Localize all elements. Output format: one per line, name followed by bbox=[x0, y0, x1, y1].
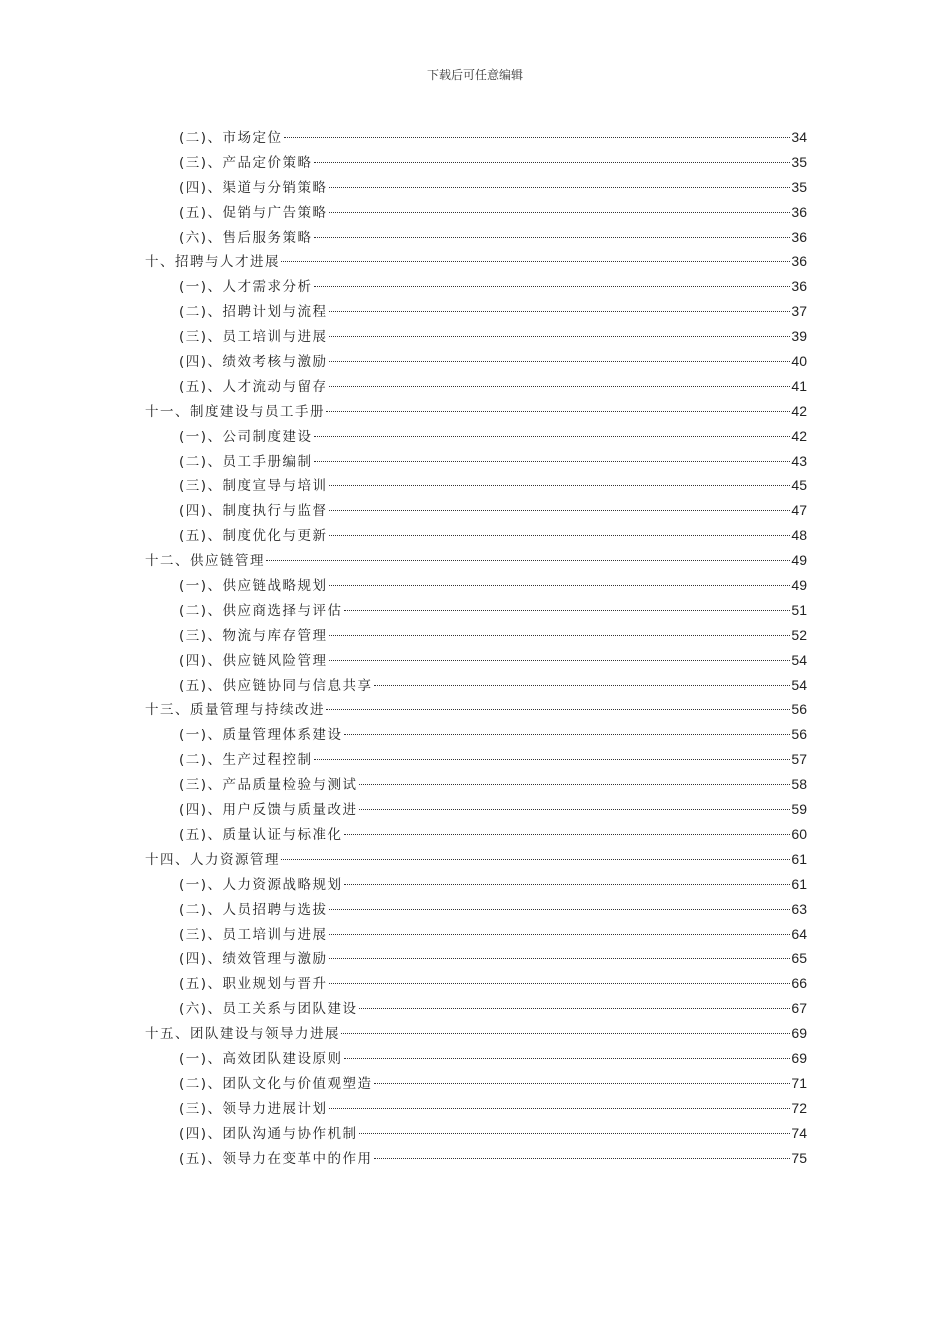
toc-entry-title: (四)、团队沟通与协作机制 bbox=[179, 1125, 358, 1142]
toc-dot-leader bbox=[374, 684, 791, 686]
toc-page-number: 42 bbox=[791, 427, 807, 444]
toc-dot-leader bbox=[314, 161, 791, 163]
toc-page-number: 72 bbox=[791, 1099, 807, 1116]
toc-page-number: 74 bbox=[791, 1124, 807, 1141]
toc-page-number: 63 bbox=[791, 900, 807, 917]
toc-dot-leader bbox=[344, 609, 791, 611]
toc-entry-title: (五)、质量认证与标准化 bbox=[179, 826, 343, 843]
toc-page-number: 59 bbox=[791, 801, 807, 818]
toc-entry-title: 十三、质量管理与持续改进 bbox=[145, 702, 325, 719]
toc-dot-leader bbox=[329, 534, 791, 536]
toc-dot-leader bbox=[326, 410, 790, 412]
toc-entry-title: (五)、职业规划与晋升 bbox=[179, 976, 328, 993]
toc-page-number: 45 bbox=[791, 477, 807, 494]
toc-page-number: 60 bbox=[791, 825, 807, 842]
toc-page-number: 61 bbox=[791, 850, 807, 867]
toc-section-entry[interactable] bbox=[145, 623, 807, 648]
toc-page-number: 56 bbox=[791, 726, 807, 743]
toc-section-entry[interactable] bbox=[145, 449, 807, 474]
toc-chapter-entry[interactable] bbox=[145, 847, 807, 872]
toc-entry-title: 十二、供应链管理 bbox=[145, 553, 265, 570]
toc-section-entry[interactable] bbox=[145, 673, 807, 698]
toc-entry-title: (二)、市场定位 bbox=[179, 130, 283, 146]
toc-dot-leader bbox=[329, 982, 791, 984]
toc-section-entry[interactable] bbox=[145, 473, 807, 498]
toc-dot-leader bbox=[314, 435, 791, 437]
toc-page-number: 36 bbox=[791, 203, 807, 220]
toc-entry-title: 十一、制度建设与员工手册 bbox=[145, 403, 325, 420]
toc-page-number: 49 bbox=[791, 577, 807, 594]
toc-section-entry[interactable] bbox=[145, 324, 807, 349]
toc-dot-leader bbox=[314, 758, 791, 760]
toc-entry-title: (五)、领导力在变革中的作用 bbox=[179, 1150, 373, 1167]
toc-dot-leader bbox=[281, 260, 790, 262]
toc-section-entry[interactable] bbox=[145, 598, 807, 623]
toc-dot-leader bbox=[329, 957, 791, 959]
toc-page-number: 51 bbox=[791, 601, 807, 618]
toc-dot-leader bbox=[329, 385, 791, 387]
toc-page-number: 56 bbox=[791, 701, 807, 718]
toc-dot-leader bbox=[329, 310, 791, 312]
toc-dot-leader bbox=[329, 1107, 791, 1109]
toc-dot-leader bbox=[341, 1032, 790, 1034]
toc-dot-leader bbox=[329, 933, 791, 935]
toc-dot-leader bbox=[344, 883, 791, 885]
toc-section-entry[interactable] bbox=[145, 1071, 807, 1096]
toc-dot-leader bbox=[329, 908, 791, 910]
toc-dot-leader bbox=[359, 1132, 791, 1134]
toc-page-number: 35 bbox=[791, 178, 807, 195]
toc-entry-title: 十四、人力资源管理 bbox=[145, 851, 280, 868]
toc-page-number: 64 bbox=[791, 925, 807, 942]
toc-dot-leader bbox=[284, 136, 791, 138]
toc-section-entry[interactable] bbox=[145, 150, 807, 175]
toc-page-number: 75 bbox=[791, 1149, 807, 1166]
toc-dot-leader bbox=[344, 1057, 791, 1059]
toc-section-entry[interactable] bbox=[145, 996, 807, 1021]
toc-entry-title: (二)、生产过程控制 bbox=[179, 752, 313, 769]
toc-entry-title: (六)、售后服务策略 bbox=[179, 229, 313, 246]
toc-entry-title: (一)、人才需求分析 bbox=[179, 279, 313, 296]
toc-section-entry[interactable] bbox=[145, 349, 807, 374]
toc-dot-leader bbox=[314, 285, 791, 287]
toc-section-entry[interactable] bbox=[145, 200, 807, 225]
toc-chapter-entry[interactable] bbox=[145, 548, 807, 573]
table-of-contents bbox=[145, 125, 807, 1170]
toc-section-entry[interactable] bbox=[145, 772, 807, 797]
toc-dot-leader bbox=[329, 335, 791, 337]
toc-dot-leader bbox=[344, 833, 791, 835]
toc-dot-leader bbox=[374, 1157, 791, 1159]
toc-section-entry[interactable] bbox=[145, 424, 807, 449]
toc-page-number: 67 bbox=[791, 1000, 807, 1017]
toc-entry-title: (四)、绩效考核与激励 bbox=[179, 354, 328, 371]
toc-section-entry[interactable] bbox=[145, 747, 807, 772]
toc-entry-title: (二)、员工手册编制 bbox=[179, 453, 313, 470]
toc-entry-title: (五)、促销与广告策略 bbox=[179, 204, 328, 221]
toc-section-entry[interactable] bbox=[145, 872, 807, 897]
toc-section-entry[interactable] bbox=[145, 274, 807, 299]
toc-section-entry[interactable] bbox=[145, 971, 807, 996]
toc-page-number: 39 bbox=[791, 328, 807, 345]
toc-section-entry[interactable] bbox=[145, 822, 807, 847]
toc-entry-title: (四)、供应链风险管理 bbox=[179, 652, 328, 669]
page-header-note: 下载后可任意编辑 bbox=[426, 68, 523, 82]
toc-page-number: 43 bbox=[791, 452, 807, 469]
toc-chapter-entry[interactable] bbox=[145, 249, 807, 274]
toc-dot-leader bbox=[326, 708, 790, 710]
toc-section-entry[interactable] bbox=[145, 523, 807, 548]
toc-entry-title: (四)、渠道与分销策略 bbox=[179, 179, 328, 196]
toc-dot-leader bbox=[329, 659, 791, 661]
toc-page-number: 65 bbox=[791, 950, 807, 967]
toc-page-number: 36 bbox=[791, 278, 807, 295]
toc-dot-leader bbox=[329, 509, 791, 511]
toc-entry-title: (三)、物流与库存管理 bbox=[179, 627, 328, 644]
toc-page-number: 35 bbox=[791, 153, 807, 170]
toc-entry-title: (五)、人才流动与留存 bbox=[179, 378, 328, 395]
toc-entry-title: (四)、制度执行与监督 bbox=[179, 503, 328, 520]
toc-page-number: 58 bbox=[791, 776, 807, 793]
toc-dot-leader bbox=[344, 733, 791, 735]
toc-page-number: 41 bbox=[791, 377, 807, 394]
toc-section-entry[interactable] bbox=[145, 897, 807, 922]
toc-page-number: 48 bbox=[791, 527, 807, 544]
toc-entry-title: (二)、招聘计划与流程 bbox=[179, 304, 328, 321]
toc-dot-leader bbox=[329, 186, 791, 188]
toc-dot-leader bbox=[329, 360, 791, 362]
toc-entry-title: (五)、制度优化与更新 bbox=[179, 528, 328, 545]
toc-dot-leader bbox=[359, 783, 791, 785]
toc-page-number: 40 bbox=[791, 353, 807, 370]
toc-entry-title: 十五、团队建设与领导力进展 bbox=[145, 1026, 340, 1043]
toc-section-entry[interactable] bbox=[145, 175, 807, 200]
toc-page-number: 66 bbox=[791, 975, 807, 992]
toc-section-entry[interactable] bbox=[145, 1121, 807, 1146]
toc-section-entry[interactable] bbox=[145, 797, 807, 822]
toc-section-entry[interactable] bbox=[145, 648, 807, 673]
toc-entry-title: (三)、员工培训与进展 bbox=[179, 329, 328, 346]
toc-section-entry[interactable] bbox=[145, 1096, 807, 1121]
toc-entry-title: (二)、团队文化与价值观塑造 bbox=[179, 1075, 373, 1092]
toc-entry-title: (二)、人员招聘与选拔 bbox=[179, 901, 328, 918]
toc-entry-title: (五)、供应链协同与信息共享 bbox=[179, 677, 373, 694]
toc-entry-title: (三)、制度宣导与培训 bbox=[179, 478, 328, 495]
toc-entry-title: (三)、产品定价策略 bbox=[179, 154, 313, 171]
toc-page-number: 42 bbox=[791, 402, 807, 419]
toc-page-number: 54 bbox=[791, 676, 807, 693]
toc-dot-leader bbox=[329, 584, 791, 586]
toc-page-number: 34 bbox=[791, 129, 807, 145]
toc-section-entry[interactable] bbox=[145, 1146, 807, 1171]
toc-entry-title: (四)、用户反馈与质量改进 bbox=[179, 802, 358, 819]
toc-dot-leader bbox=[281, 858, 790, 860]
toc-dot-leader bbox=[359, 808, 791, 810]
toc-entry-title: (四)、绩效管理与激励 bbox=[179, 951, 328, 968]
toc-dot-leader bbox=[374, 1082, 791, 1084]
toc-page-number: 54 bbox=[791, 651, 807, 668]
toc-page-number: 69 bbox=[791, 1025, 807, 1042]
toc-section-entry[interactable] bbox=[145, 1046, 807, 1071]
toc-dot-leader bbox=[329, 484, 791, 486]
toc-section-entry[interactable] bbox=[145, 125, 807, 150]
toc-entry-title: (一)、供应链战略规划 bbox=[179, 578, 328, 595]
toc-section-entry[interactable] bbox=[145, 374, 807, 399]
toc-entry-title: (一)、质量管理体系建设 bbox=[179, 727, 343, 744]
toc-entry-title: (三)、领导力进展计划 bbox=[179, 1100, 328, 1117]
toc-page-number: 61 bbox=[791, 875, 807, 892]
toc-entry-title: (三)、产品质量检验与测试 bbox=[179, 777, 358, 794]
toc-section-entry[interactable] bbox=[145, 225, 807, 250]
toc-dot-leader bbox=[314, 236, 791, 238]
toc-entry-title: (六)、员工关系与团队建设 bbox=[179, 1001, 358, 1018]
toc-page-number: 49 bbox=[791, 552, 807, 569]
toc-entry-title: (一)、公司制度建设 bbox=[179, 428, 313, 445]
toc-page-number: 57 bbox=[791, 751, 807, 768]
toc-chapter-entry[interactable] bbox=[145, 1021, 807, 1046]
toc-dot-leader bbox=[314, 460, 791, 462]
toc-entry-title: 十、招聘与人才进展 bbox=[145, 254, 280, 271]
toc-entry-title: (一)、高效团队建设原则 bbox=[179, 1050, 343, 1067]
toc-entry-title: (三)、员工培训与进展 bbox=[179, 926, 328, 943]
toc-page-number: 69 bbox=[791, 1049, 807, 1066]
toc-page-number: 71 bbox=[791, 1074, 807, 1091]
toc-section-entry[interactable] bbox=[145, 299, 807, 324]
toc-page-number: 36 bbox=[791, 253, 807, 270]
toc-dot-leader bbox=[329, 634, 791, 636]
toc-page-number: 47 bbox=[791, 502, 807, 519]
toc-dot-leader bbox=[329, 211, 791, 213]
toc-page-number: 52 bbox=[791, 626, 807, 643]
toc-chapter-entry[interactable] bbox=[145, 399, 807, 424]
toc-chapter-entry[interactable] bbox=[145, 697, 807, 722]
toc-section-entry[interactable] bbox=[145, 498, 807, 523]
toc-section-entry[interactable] bbox=[145, 946, 807, 971]
toc-page-number: 37 bbox=[791, 303, 807, 320]
toc-section-entry[interactable] bbox=[145, 722, 807, 747]
toc-dot-leader bbox=[266, 559, 790, 561]
toc-dot-leader bbox=[359, 1007, 791, 1009]
toc-section-entry[interactable] bbox=[145, 573, 807, 598]
toc-section-entry[interactable] bbox=[145, 922, 807, 947]
toc-entry-title: (一)、人力资源战略规划 bbox=[179, 876, 343, 893]
toc-entry-title: (二)、供应商选择与评估 bbox=[179, 602, 343, 619]
toc-page-number: 36 bbox=[791, 228, 807, 245]
